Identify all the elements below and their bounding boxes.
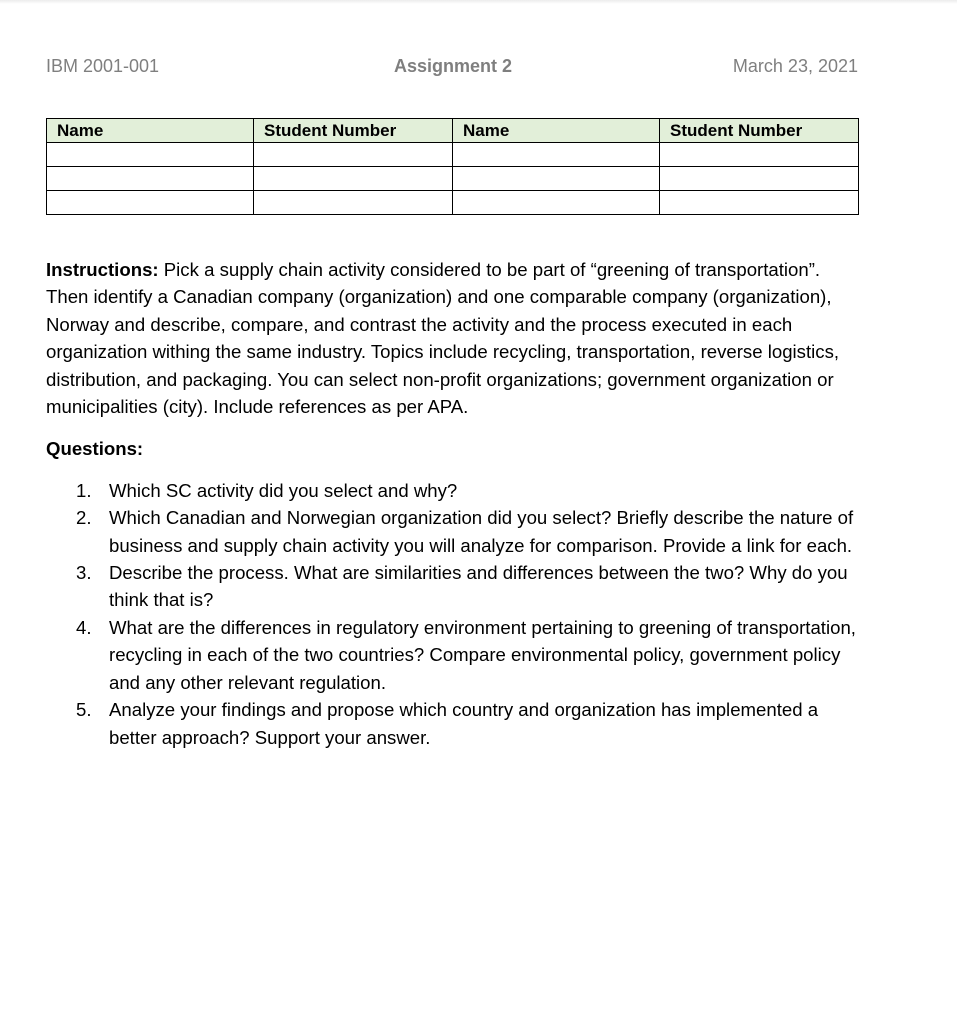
list-item-text: Describe the process. What are similarities and differences between the two? Why do you think that is? <box>109 562 848 611</box>
column-header-student-number: Student Number <box>660 119 859 143</box>
page-header <box>46 56 858 80</box>
list-item <box>46 504 858 559</box>
list-item-text: What are the differences in regulatory environment pertaining to greening of transportation, recycling in each of the two countries? Compare environmental policy, government policy and any other relevant regulation. <box>109 616 856 693</box>
table-row <box>47 191 859 215</box>
table-cell[interactable] <box>453 167 660 191</box>
page-top-edge <box>0 0 957 4</box>
table-row <box>47 143 859 167</box>
list-item-number: 2. <box>76 507 92 529</box>
column-header-student-number: Student Number <box>254 119 453 143</box>
list-item-number: 5. <box>76 699 92 721</box>
list-item-text: Analyze your findings and propose which country and organization has implemented a better approach? Support your answer. <box>109 699 819 748</box>
document-title: Assignment 2 <box>394 56 513 76</box>
table-cell[interactable] <box>660 191 859 215</box>
list-item-number: 4. <box>76 616 92 638</box>
table-row <box>47 167 859 191</box>
instructions-label: Instructions: <box>46 259 159 280</box>
list-item <box>46 477 858 504</box>
column-header-name: Name <box>47 119 254 143</box>
table-cell[interactable] <box>453 143 660 167</box>
table-cell[interactable] <box>453 191 660 215</box>
student-table-header-row <box>47 119 859 143</box>
table-cell[interactable] <box>47 191 254 215</box>
list-item-number: 1. <box>76 479 92 501</box>
list-item <box>46 559 858 614</box>
table-cell[interactable] <box>254 191 453 215</box>
list-item-text: Which SC activity did you select and why? <box>109 479 458 501</box>
table-cell[interactable] <box>47 167 254 191</box>
list-item <box>46 696 858 751</box>
document-date: March 23, 2021 <box>732 56 858 76</box>
table-cell[interactable] <box>47 143 254 167</box>
table-cell[interactable] <box>254 143 453 167</box>
table-cell[interactable] <box>254 167 453 191</box>
table-cell[interactable] <box>660 167 859 191</box>
instructions-paragraph <box>46 256 858 420</box>
column-header-name: Name <box>453 119 660 143</box>
questions-heading: Questions: <box>46 438 144 460</box>
course-code: IBM 2001-001 <box>46 56 160 76</box>
instructions-section <box>46 256 858 751</box>
list-item-text: Which Canadian and Norwegian organization did you select? Briefly describe the nature of business and supply chain activity you will analyze for comparison. Provide a link for each. <box>109 507 854 556</box>
table-cell[interactable] <box>660 143 859 167</box>
questions-list <box>46 477 858 751</box>
list-item <box>46 614 858 696</box>
student-table <box>46 118 859 215</box>
instructions-text: Pick a supply chain activity considered to be part of “greening of transportation”. Then identify a Canadian company (organization) and one comparable company (organization), Norway and describe, compare, and contrast the activity and the process executed in each organization withing the same industry. Topics include recycling, transportation, reverse logistics, distribution, and packaging. You can select non-profit organizations; government organization or municipalities (city). Include references as per APA. <box>46 259 840 418</box>
list-item-number: 3. <box>76 562 92 584</box>
